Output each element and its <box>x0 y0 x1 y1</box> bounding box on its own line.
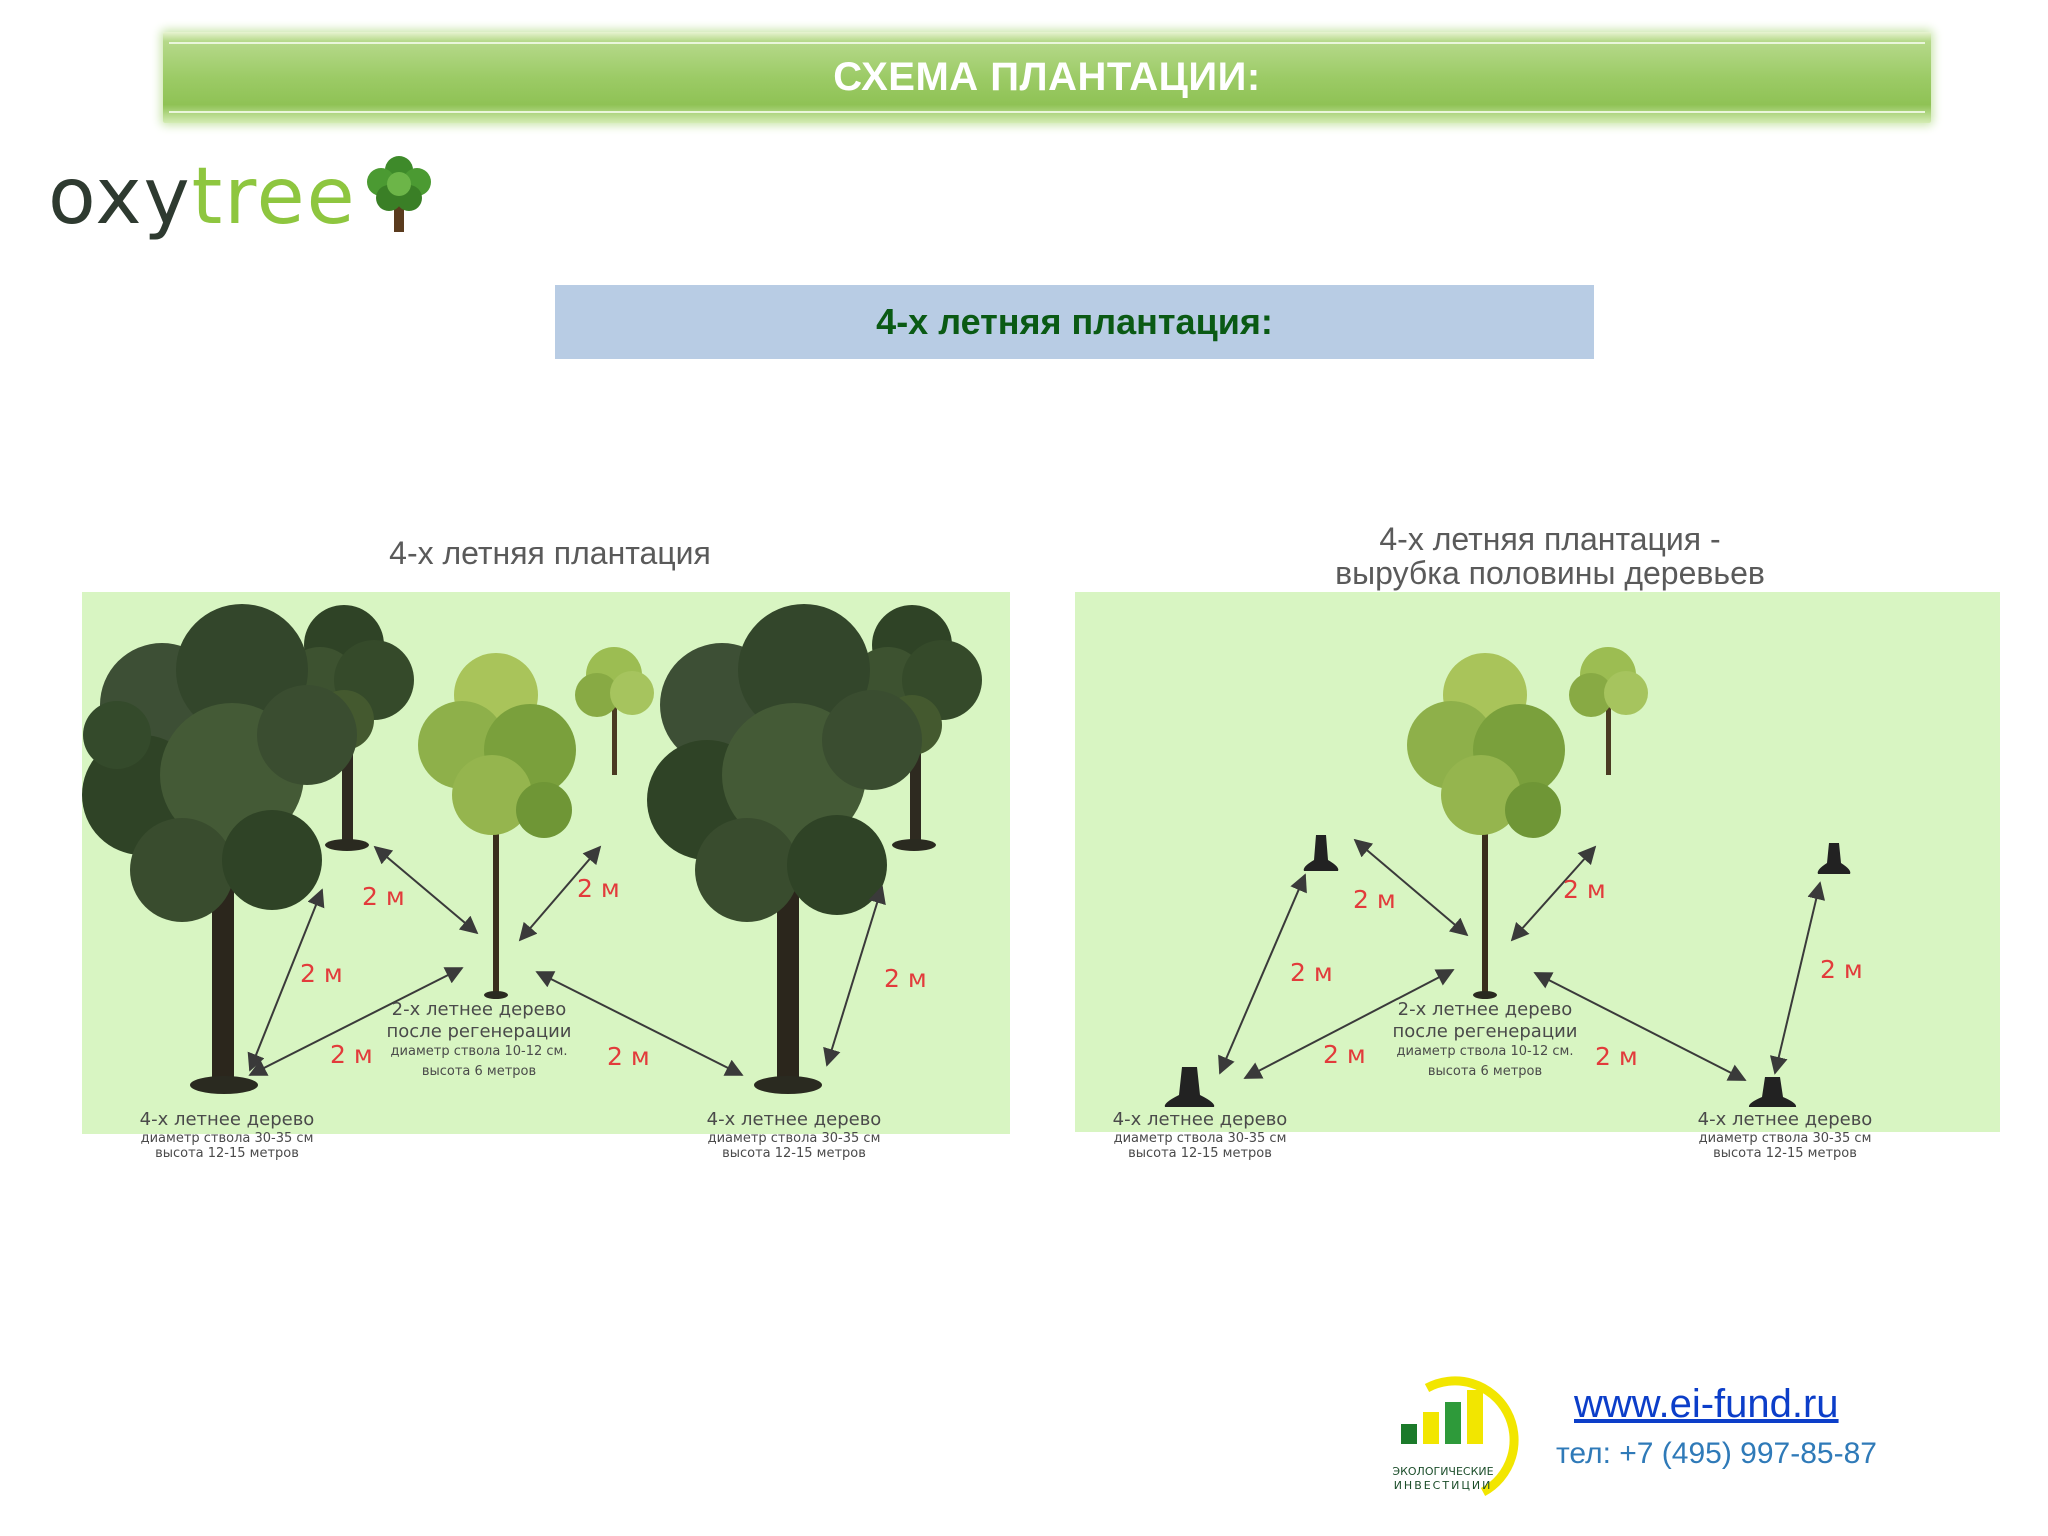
old-tree-caption-line3: высота 12-15 метров <box>722 1146 866 1161</box>
distance-label: 2 м <box>884 964 927 993</box>
left-panel-diagram <box>82 585 1012 1170</box>
distance-label: 2 м <box>577 874 620 903</box>
young-tree-caption-line1: 2-х летнее дерево <box>391 999 567 1020</box>
distance-label: 2 м <box>1290 958 1333 987</box>
old-tree-caption-line2: диаметр ствола 30-35 см <box>1113 1131 1287 1146</box>
website-link[interactable]: www.ei-fund.ru <box>1574 1382 1839 1426</box>
old-tree-caption-2 <box>707 1109 882 1161</box>
old-tree-caption-line3: высота 12-15 метров <box>1128 1146 1272 1161</box>
old-tree-caption-2 <box>1698 1109 1873 1161</box>
org-name-line1: ЭКОЛОГИЧЕСКИЕ <box>1392 1465 1494 1478</box>
young-tree-caption <box>387 999 572 1079</box>
young-tree-caption-line2: после регенерации <box>1392 1021 1578 1042</box>
distance-label: 2 м <box>1595 1042 1638 1071</box>
young-tree-caption-line3: диаметр ствола 10-12 см. <box>390 1044 568 1059</box>
young-tree-centre-left <box>418 653 576 999</box>
right-panel-title-line2: вырубка половины деревьев <box>1335 555 1765 591</box>
young-tree-caption-line2: после регенерации <box>386 1021 572 1042</box>
logo-text-tree: tree <box>191 152 357 242</box>
distance-label: 2 м <box>607 1042 650 1071</box>
right-panel-title-line1: 4-х летняя плантация - <box>1379 521 1721 557</box>
distance-label: 2 м <box>300 959 343 988</box>
distance-label: 2 м <box>1820 955 1863 984</box>
young-tree-centre-right <box>1407 653 1565 999</box>
phone-number: тел: +7 (495) 997-85-87 <box>1556 1437 1877 1470</box>
right-panel-title <box>1250 522 1850 590</box>
distance-label: 2 м <box>1323 1040 1366 1069</box>
back-young-tree-right <box>1569 647 1648 775</box>
young-tree-caption <box>1393 999 1578 1079</box>
old-tree-caption-line3: высота 12-15 метров <box>1713 1146 1857 1161</box>
young-tree-caption-line4: высота 6 метров <box>1427 1064 1543 1079</box>
distance-label: 2 м <box>362 882 405 911</box>
old-tree-caption-line2: диаметр ствола 30-35 см <box>707 1131 881 1146</box>
distance-label: 2 м <box>330 1040 373 1069</box>
old-tree-caption-line1: 4-х летнее дерево <box>139 1109 315 1130</box>
stump-back-right <box>1818 843 1851 874</box>
right-panel-diagram <box>1075 585 2005 1185</box>
tree-icon <box>361 150 437 240</box>
old-tree-caption-line1: 4-х летнее дерево <box>1112 1109 1288 1130</box>
logo-text-oxy: oxy <box>48 152 192 242</box>
old-tree-caption-line2: диаметр ствола 30-35 см <box>1698 1131 1872 1146</box>
stump-front-right <box>1749 1077 1796 1107</box>
subtitle-text: 4-х летняя плантация: <box>876 301 1273 342</box>
distance-label: 2 м <box>1563 875 1606 904</box>
young-tree-caption-line4: высота 6 метров <box>421 1064 537 1079</box>
header-banner-inner <box>169 42 1925 113</box>
stump-front-left <box>1165 1067 1214 1107</box>
eco-investments-logo <box>1383 1368 1533 1496</box>
page-title: СХЕМА ПЛАНТАЦИИ: <box>833 55 1261 99</box>
old-tree-caption-1 <box>140 1109 315 1161</box>
oxytree-logo <box>48 142 437 252</box>
header-banner <box>163 32 1931 123</box>
old-tree-caption-1 <box>1113 1109 1288 1161</box>
old-tree-caption-line1: 4-х летнее дерево <box>706 1109 882 1130</box>
subtitle-bar <box>555 285 1594 359</box>
young-tree-caption-line1: 2-х летнее дерево <box>1397 999 1573 1020</box>
org-name-line2: ИНВЕСТИЦИИ <box>1393 1479 1493 1492</box>
left-panel-title: 4-х летняя плантация <box>389 535 711 571</box>
back-young-tree-left <box>575 647 654 775</box>
distance-label: 2 м <box>1353 885 1396 914</box>
old-tree-caption-line1: 4-х летнее дерево <box>1697 1109 1873 1130</box>
old-tree-caption-line2: диаметр ствола 30-35 см <box>140 1131 314 1146</box>
stump-back-left <box>1304 835 1339 871</box>
young-tree-caption-line3: диаметр ствола 10-12 см. <box>1396 1044 1574 1059</box>
old-tree-caption-line3: высота 12-15 метров <box>155 1146 299 1161</box>
